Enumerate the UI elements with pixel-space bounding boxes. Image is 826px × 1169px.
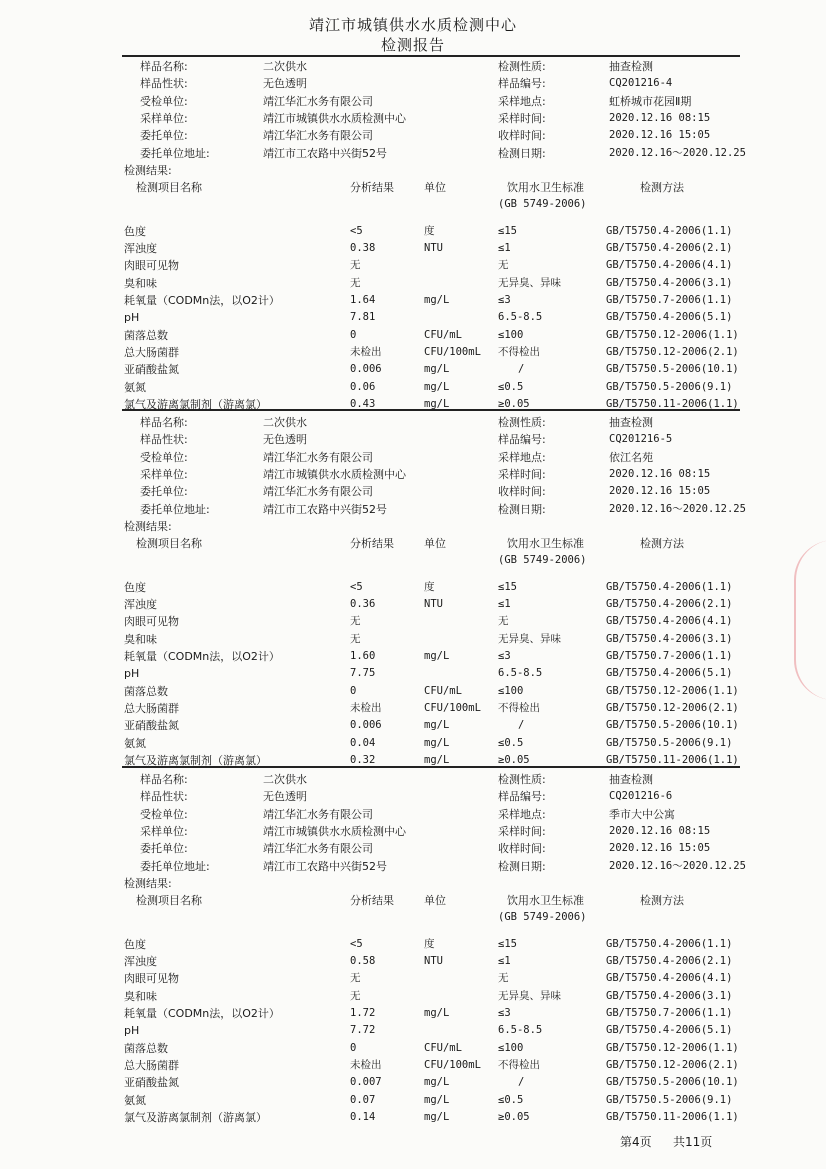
column-header-method: 检测方法 [640, 894, 684, 908]
result-method: GB/T5750.5-2006(9.1) [606, 1093, 733, 1106]
info-label-client: 委托单位: [140, 485, 188, 499]
info-label-test-date: 检测日期: [498, 859, 546, 873]
result-value: 无 [350, 615, 361, 628]
info-value-receive-time: 2020.12.16 15:05 [609, 129, 711, 142]
result-value: <5 [350, 224, 363, 237]
result-item-name: 臭和味 [124, 276, 157, 290]
result-item-name: 耗氧量（CODMn法，以O2计） [124, 1007, 280, 1021]
result-method: GB/T5750.7-2006(1.1) [606, 650, 733, 663]
result-standard: ≤1 [498, 955, 511, 968]
report-title: 检测报告 [380, 36, 445, 54]
result-unit: mg/L [424, 1093, 450, 1106]
info-value-location: 依江名苑 [609, 450, 653, 464]
result-method: GB/T5750.5-2006(10.1) [606, 1076, 739, 1089]
info-value-client: 靖江华汇水务有限公司 [263, 842, 373, 856]
result-value: 0.006 [350, 363, 382, 376]
result-unit: 度 [424, 224, 435, 237]
result-item-name: 耗氧量（CODMn法，以O2计） [124, 294, 280, 308]
result-method: GB/T5750.5-2006(9.1) [606, 380, 733, 393]
result-value: 0.43 [350, 397, 376, 410]
result-standard: ≤3 [498, 1007, 511, 1020]
result-standard: 不得检出 [498, 345, 540, 358]
result-value: <5 [350, 580, 363, 593]
result-value: 1.64 [350, 294, 376, 307]
result-item-name: 氯气及游离氯制剂（游离氯） [124, 753, 267, 767]
result-method: GB/T5750.4-2006(2.1) [606, 955, 733, 968]
result-item-name: 总大肠菌群 [124, 345, 179, 359]
result-value: 0.32 [350, 753, 376, 766]
result-item-name: pH [124, 667, 140, 681]
info-label-test-date: 检测日期: [498, 146, 546, 160]
result-unit: CFU/mL [424, 328, 462, 341]
result-item-name: 肉眼可见物 [124, 972, 179, 986]
result-item-name: pH [124, 311, 140, 325]
info-label-sample-no: 样品编号: [498, 433, 546, 447]
column-header-standard: 饮用水卫生标准 [507, 181, 584, 195]
result-method: GB/T5750.12-2006(1.1) [606, 328, 739, 341]
result-standard: 无 [498, 972, 509, 985]
info-label-test-date: 检测日期: [498, 502, 546, 516]
info-value-sample-state: 无色透明 [263, 433, 307, 447]
info-label-test-nature: 检测性质: [498, 416, 546, 429]
result-value: 0.07 [350, 1093, 376, 1106]
result-item-name: 臭和味 [124, 989, 157, 1003]
info-value-receive-time: 2020.12.16 15:05 [609, 842, 711, 855]
info-value-sample-no: CQ201216-5 [609, 433, 673, 446]
result-value: 0.006 [350, 719, 382, 732]
result-unit: CFU/mL [424, 1041, 462, 1054]
info-value-sampler: 靖江市城镇供水水质检测中心 [263, 824, 406, 838]
result-method: GB/T5750.4-2006(1.1) [606, 224, 733, 237]
result-item-name: 肉眼可见物 [124, 615, 179, 629]
result-unit: mg/L [424, 363, 450, 376]
column-header-standard: 饮用水卫生标准 [507, 537, 584, 551]
result-standard: 6.5-8.5 [498, 1024, 543, 1037]
result-standard: ≤100 [498, 684, 524, 697]
result-item-name: 总大肠菌群 [124, 1058, 179, 1072]
info-value-sample-time: 2020.12.16 08:15 [609, 111, 711, 124]
result-standard: 6.5-8.5 [498, 311, 543, 324]
result-method: GB/T5750.12-2006(2.1) [606, 701, 739, 714]
result-item-name: 色度 [124, 937, 146, 951]
result-standard: ≤1 [498, 242, 511, 255]
result-standard: ≥0.05 [498, 397, 530, 410]
result-value: 无 [350, 972, 361, 985]
info-label-location: 采样地点: [498, 807, 546, 821]
result-method: GB/T5750.4-2006(3.1) [606, 276, 733, 289]
result-item-name: 浑浊度 [124, 955, 157, 969]
result-standard: ≤3 [498, 294, 511, 307]
result-standard: ≤15 [498, 580, 517, 593]
info-label-sample-state: 样品性状: [140, 77, 188, 91]
result-method: GB/T5750.4-2006(5.1) [606, 311, 733, 324]
result-unit: mg/L [424, 294, 450, 307]
info-value-sample-name: 二次供水 [263, 773, 307, 786]
result-method: GB/T5750.5-2006(10.1) [606, 363, 739, 376]
info-value-location: 虹桥城市花园Ⅱ期 [609, 94, 692, 108]
result-item-name: 氨氮 [124, 736, 146, 750]
page-number: 第4页 [620, 1135, 652, 1149]
info-label-client-addr: 委托单位地址: [140, 859, 210, 873]
result-method: GB/T5750.11-2006(1.1) [606, 753, 739, 766]
info-value-sample-no: CQ201216-4 [609, 77, 673, 90]
column-header-standard-code: (GB 5749-2006) [498, 198, 587, 211]
result-unit: CFU/mL [424, 684, 462, 697]
info-label-receive-time: 收样时间: [498, 129, 546, 143]
result-method: GB/T5750.4-2006(5.1) [606, 1024, 733, 1037]
info-label-receive-time: 收样时间: [498, 842, 546, 856]
result-value: 未检出 [350, 1058, 382, 1071]
info-value-client-addr: 靖江市工农路中兴街52号 [263, 502, 387, 516]
result-item-name: 菌落总数 [124, 1041, 168, 1055]
column-header-unit: 单位 [424, 181, 446, 195]
column-header-item: 检测项目名称 [136, 894, 202, 908]
divider-top [122, 55, 740, 57]
info-label-client: 委托单位: [140, 129, 188, 143]
column-header-unit: 单位 [424, 894, 446, 908]
result-standard: 不得检出 [498, 1058, 540, 1071]
result-item-name: 浑浊度 [124, 598, 157, 612]
result-unit: CFU/100mL [424, 1058, 481, 1071]
result-standard: ≤100 [498, 1041, 524, 1054]
info-label-test-nature: 检测性质: [498, 60, 546, 73]
info-value-test-nature: 抽查检测 [609, 60, 653, 73]
result-method: GB/T5750.4-2006(4.1) [606, 259, 733, 272]
result-standard: ≤0.5 [498, 736, 524, 749]
result-method: GB/T5750.4-2006(4.1) [606, 972, 733, 985]
column-header-result: 分析结果 [350, 537, 394, 551]
sample-section [0, 58, 826, 413]
result-value: 7.72 [350, 1024, 376, 1037]
info-value-client-addr: 靖江市工农路中兴街52号 [263, 859, 387, 873]
result-unit: mg/L [424, 1076, 450, 1089]
result-method: GB/T5750.4-2006(3.1) [606, 989, 733, 1002]
column-header-method: 检测方法 [640, 181, 684, 195]
info-value-receiver: 靖江华汇水务有限公司 [263, 807, 373, 821]
info-label-client: 委托单位: [140, 842, 188, 856]
column-header-method: 检测方法 [640, 537, 684, 551]
result-method: GB/T5750.12-2006(1.1) [606, 1041, 739, 1054]
result-standard: 无异臭、异味 [498, 276, 561, 289]
result-standard: ≤15 [498, 224, 517, 237]
result-item-name: 氯气及游离氯制剂（游离氯） [124, 397, 267, 411]
seal-stamp-edge [794, 540, 826, 700]
info-label-receiver: 受检单位: [140, 450, 188, 464]
info-label-client-addr: 委托单位地址: [140, 146, 210, 160]
info-value-sampler: 靖江市城镇供水水质检测中心 [263, 111, 406, 125]
info-label-receive-time: 收样时间: [498, 485, 546, 499]
result-value: 0 [350, 684, 357, 697]
sample-section [0, 771, 826, 1126]
results-heading: 检测结果: [124, 876, 172, 890]
result-standard: ≤100 [498, 328, 524, 341]
info-label-sample-state: 样品性状: [140, 433, 188, 447]
column-header-result: 分析结果 [350, 894, 394, 908]
info-value-client: 靖江华汇水务有限公司 [263, 129, 373, 143]
result-value: 0.04 [350, 736, 376, 749]
info-label-sample-name: 样品名称: [140, 773, 188, 786]
result-unit: NTU [424, 242, 443, 255]
result-item-name: 氨氮 [124, 1093, 146, 1107]
result-value: 1.60 [350, 650, 376, 663]
result-standard: / [518, 363, 525, 376]
result-standard: 无 [498, 615, 509, 628]
info-label-sample-state: 样品性状: [140, 790, 188, 804]
result-value: 0.36 [350, 598, 376, 611]
result-standard: / [518, 719, 525, 732]
info-value-receiver: 靖江华汇水务有限公司 [263, 94, 373, 108]
info-value-client-addr: 靖江市工农路中兴街52号 [263, 146, 387, 160]
result-method: GB/T5750.11-2006(1.1) [606, 397, 739, 410]
result-standard: ≤0.5 [498, 1093, 524, 1106]
info-label-sample-name: 样品名称: [140, 60, 188, 73]
result-unit: NTU [424, 955, 443, 968]
info-label-sample-name: 样品名称: [140, 416, 188, 429]
info-value-receiver: 靖江华汇水务有限公司 [263, 450, 373, 464]
result-value: 0 [350, 328, 357, 341]
result-value: 0.007 [350, 1076, 382, 1089]
info-value-test-date: 2020.12.16～2020.12.25 [609, 146, 746, 159]
results-heading: 检测结果: [124, 163, 172, 177]
result-value: 无 [350, 259, 361, 272]
info-value-receive-time: 2020.12.16 15:05 [609, 485, 711, 498]
result-value: 0.58 [350, 955, 376, 968]
result-item-name: 耗氧量（CODMn法，以O2计） [124, 650, 280, 664]
result-value: 7.81 [350, 311, 376, 324]
result-method: GB/T5750.7-2006(1.1) [606, 1007, 733, 1020]
result-item-name: 氨氮 [124, 380, 146, 394]
info-value-location: 季市大中公寓 [609, 807, 675, 821]
result-unit: mg/L [424, 753, 450, 766]
result-unit: mg/L [424, 380, 450, 393]
info-label-sampler: 采样单位: [140, 111, 188, 125]
result-item-name: 总大肠菌群 [124, 701, 179, 715]
result-item-name: 亚硝酸盐氮 [124, 363, 179, 377]
result-item-name: 氯气及游离氯制剂（游离氯） [124, 1110, 267, 1124]
column-header-result: 分析结果 [350, 181, 394, 195]
result-item-name: pH [124, 1024, 140, 1038]
result-item-name: 浑浊度 [124, 242, 157, 256]
result-unit: mg/L [424, 1007, 450, 1020]
result-unit: mg/L [424, 1110, 450, 1123]
result-method: GB/T5750.4-2006(1.1) [606, 937, 733, 950]
info-value-sample-time: 2020.12.16 08:15 [609, 467, 711, 480]
result-item-name: 色度 [124, 224, 146, 238]
info-value-sample-name: 二次供水 [263, 60, 307, 73]
info-label-location: 采样地点: [498, 450, 546, 464]
result-value: 无 [350, 989, 361, 1002]
result-method: GB/T5750.4-2006(2.1) [606, 242, 733, 255]
result-standard: ≤3 [498, 650, 511, 663]
report-org-title: 靖江市城镇供水水质检测中心 [308, 16, 517, 34]
result-item-name: 亚硝酸盐氮 [124, 719, 179, 733]
info-label-test-nature: 检测性质: [498, 773, 546, 786]
result-value: 0.14 [350, 1110, 376, 1123]
result-standard: 无异臭、异味 [498, 989, 561, 1002]
result-value: 0.06 [350, 380, 376, 393]
result-standard: ≥0.05 [498, 1110, 530, 1123]
info-value-sample-state: 无色透明 [263, 77, 307, 91]
result-value: 7.75 [350, 667, 376, 680]
result-method: GB/T5750.12-2006(2.1) [606, 1058, 739, 1071]
info-label-sample-time: 采样时间: [498, 824, 546, 838]
result-item-name: 菌落总数 [124, 328, 168, 342]
result-item-name: 肉眼可见物 [124, 259, 179, 273]
info-label-receiver: 受检单位: [140, 94, 188, 108]
info-value-test-nature: 抽查检测 [609, 773, 653, 786]
result-method: GB/T5750.4-2006(5.1) [606, 667, 733, 680]
page-total: 共11页 [673, 1135, 713, 1149]
result-unit: 度 [424, 937, 435, 950]
result-value: 无 [350, 632, 361, 645]
info-label-location: 采样地点: [498, 94, 546, 108]
column-header-item: 检测项目名称 [136, 181, 202, 195]
result-method: GB/T5750.4-2006(3.1) [606, 632, 733, 645]
result-method: GB/T5750.11-2006(1.1) [606, 1110, 739, 1123]
result-value: 未检出 [350, 345, 382, 358]
result-method: GB/T5750.5-2006(10.1) [606, 719, 739, 732]
result-standard: ≤1 [498, 598, 511, 611]
result-item-name: 色度 [124, 580, 146, 594]
info-label-sampler: 采样单位: [140, 824, 188, 838]
result-standard: 6.5-8.5 [498, 667, 543, 680]
info-value-sample-name: 二次供水 [263, 416, 307, 429]
info-value-test-date: 2020.12.16～2020.12.25 [609, 859, 746, 872]
info-label-sample-time: 采样时间: [498, 111, 546, 125]
result-item-name: 菌落总数 [124, 684, 168, 698]
info-label-sample-no: 样品编号: [498, 790, 546, 804]
result-unit: CFU/100mL [424, 345, 481, 358]
result-standard: 无 [498, 259, 509, 272]
result-unit: NTU [424, 598, 443, 611]
result-method: GB/T5750.4-2006(4.1) [606, 615, 733, 628]
info-label-sample-time: 采样时间: [498, 467, 546, 481]
result-unit: CFU/100mL [424, 701, 481, 714]
result-value: 0.38 [350, 242, 376, 255]
results-heading: 检测结果: [124, 519, 172, 533]
result-item-name: 臭和味 [124, 632, 157, 646]
info-label-client-addr: 委托单位地址: [140, 502, 210, 516]
result-method: GB/T5750.5-2006(9.1) [606, 736, 733, 749]
column-header-standard-code: (GB 5749-2006) [498, 911, 587, 924]
result-standard: 不得检出 [498, 701, 540, 714]
result-method: GB/T5750.12-2006(2.1) [606, 345, 739, 358]
info-value-test-date: 2020.12.16～2020.12.25 [609, 502, 746, 515]
column-header-standard: 饮用水卫生标准 [507, 894, 584, 908]
info-label-receiver: 受检单位: [140, 807, 188, 821]
info-value-sample-state: 无色透明 [263, 790, 307, 804]
result-standard: ≥0.05 [498, 753, 530, 766]
column-header-standard-code: (GB 5749-2006) [498, 554, 587, 567]
result-unit: mg/L [424, 736, 450, 749]
result-standard: ≤15 [498, 937, 517, 950]
result-item-name: 亚硝酸盐氮 [124, 1076, 179, 1090]
result-standard: ≤0.5 [498, 380, 524, 393]
result-method: GB/T5750.4-2006(1.1) [606, 580, 733, 593]
result-method: GB/T5750.12-2006(1.1) [606, 684, 739, 697]
info-value-sample-no: CQ201216-6 [609, 790, 673, 803]
info-value-sample-time: 2020.12.16 08:15 [609, 824, 711, 837]
result-value: 未检出 [350, 701, 382, 714]
info-value-sampler: 靖江市城镇供水水质检测中心 [263, 467, 406, 481]
column-header-item: 检测项目名称 [136, 537, 202, 551]
result-value: 0 [350, 1041, 357, 1054]
result-value: 无 [350, 276, 361, 289]
sample-section [0, 414, 826, 769]
info-value-client: 靖江华汇水务有限公司 [263, 485, 373, 499]
result-method: GB/T5750.7-2006(1.1) [606, 294, 733, 307]
column-header-unit: 单位 [424, 537, 446, 551]
info-label-sampler: 采样单位: [140, 467, 188, 481]
info-label-sample-no: 样品编号: [498, 77, 546, 91]
result-unit: 度 [424, 580, 435, 593]
result-standard: 无异臭、异味 [498, 632, 561, 645]
result-value: 1.72 [350, 1007, 376, 1020]
info-value-test-nature: 抽查检测 [609, 416, 653, 429]
result-unit: mg/L [424, 719, 450, 732]
result-method: GB/T5750.4-2006(2.1) [606, 598, 733, 611]
result-unit: mg/L [424, 397, 450, 410]
result-unit: mg/L [424, 650, 450, 663]
result-value: <5 [350, 937, 363, 950]
result-standard: / [518, 1076, 525, 1089]
